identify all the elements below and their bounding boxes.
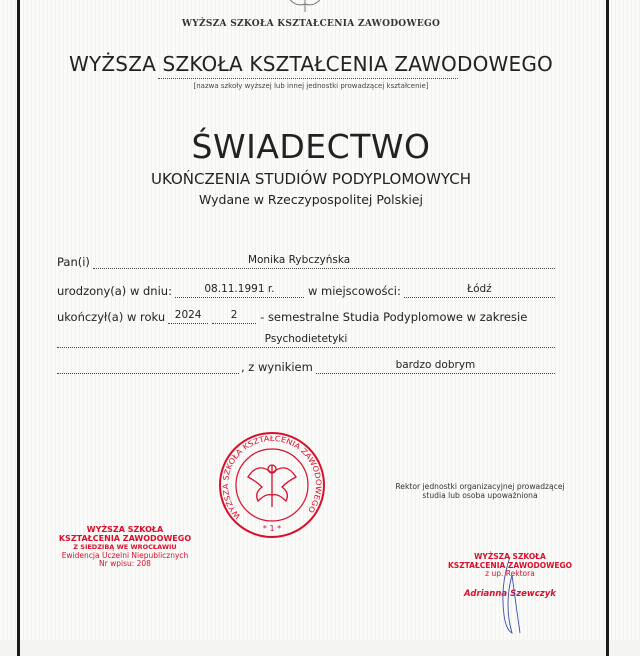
place-label: w miejscowości: bbox=[307, 284, 401, 298]
stamp-left-line-1: WYŻSZA SZKOŁA bbox=[86, 525, 164, 534]
issued-in: Wydane w Rzeczypospolitej Polskiej bbox=[199, 192, 423, 207]
institution-name: WYŻSZA SZKOŁA KSZTAŁCENIA ZAWODOWEGO bbox=[69, 52, 553, 76]
result-prefix-line bbox=[57, 359, 239, 374]
program-value: Psychodietetyki bbox=[57, 333, 555, 348]
year-row bbox=[57, 308, 555, 324]
name-label: Pan(i) bbox=[57, 255, 90, 269]
rector-line-2: studia lub osoba upoważniona bbox=[422, 491, 538, 500]
program-row bbox=[57, 332, 555, 348]
program-label: - semestralne Studia Podyplomowe w zakresie bbox=[260, 310, 528, 324]
stamp-left-line-3: Z SIEDZIBĄ WE WROCŁAWIU bbox=[73, 543, 177, 551]
born-label: urodzony(a) w dniu: bbox=[57, 284, 172, 298]
eagle-icon bbox=[248, 465, 296, 507]
name-value: Monika Rybczyńska bbox=[93, 254, 555, 269]
stamp-left-line-4: Ewidencja Uczelni Niepublicznych bbox=[61, 550, 189, 560]
semesters-value: 2 bbox=[212, 309, 256, 324]
stamp-right-line-2: KSZTAŁCENIA ZAWODOWEGO bbox=[448, 560, 572, 570]
stamp-right-line-3: z up. Rektora bbox=[485, 569, 535, 578]
seal-number: * 1 * bbox=[262, 524, 282, 533]
rector-caption bbox=[390, 482, 570, 500]
official-round-seal bbox=[218, 431, 326, 539]
stamp-left-line-5: Nr wpisu: 208 bbox=[99, 559, 151, 568]
institution-stamp-left bbox=[50, 526, 200, 569]
stamp-right-line-1: WYŻSZA SZKOŁA bbox=[474, 552, 546, 561]
header-small-title: WYŻSZA SZKOŁA KSZTAŁCENIA ZAWODOWEGO bbox=[181, 19, 441, 29]
institution-caption: [nazwa szkoły wyższej lub innej jednostki prowadzącej kształcenie] bbox=[193, 82, 429, 90]
seal-text: WYŻSZA SZKOŁA KSZTAŁCENIA ZAWODOWEGO bbox=[220, 433, 324, 521]
year-value: 2024 bbox=[168, 309, 208, 324]
name-row bbox=[57, 253, 555, 269]
rector-line-1: Rektor jednostki organizacyjnej prowadzącej bbox=[395, 482, 565, 491]
born-row bbox=[57, 282, 555, 298]
handwritten-signature bbox=[490, 555, 530, 635]
place-value: Łódź bbox=[404, 283, 555, 298]
year-label: ukończył(a) w roku bbox=[57, 310, 166, 324]
signatory-name: Adrianna Szewczyk bbox=[464, 588, 556, 599]
result-value: bardzo dobrym bbox=[316, 359, 555, 374]
result-row bbox=[57, 358, 555, 374]
result-label: , z wynikiem bbox=[241, 360, 313, 374]
born-date: 08.11.1991 r. bbox=[175, 283, 304, 298]
certificate-title: ŚWIADECTWO bbox=[191, 127, 431, 166]
stamp-left-line-2: KSZTAŁCENIA ZAWODOWEGO bbox=[58, 533, 192, 543]
certificate-subtitle: UKOŃCZENIA STUDIÓW PODYPLOMOWYCH bbox=[150, 170, 472, 188]
institution-dotted-line bbox=[158, 78, 458, 79]
eagle-emblem-icon bbox=[282, 0, 328, 14]
